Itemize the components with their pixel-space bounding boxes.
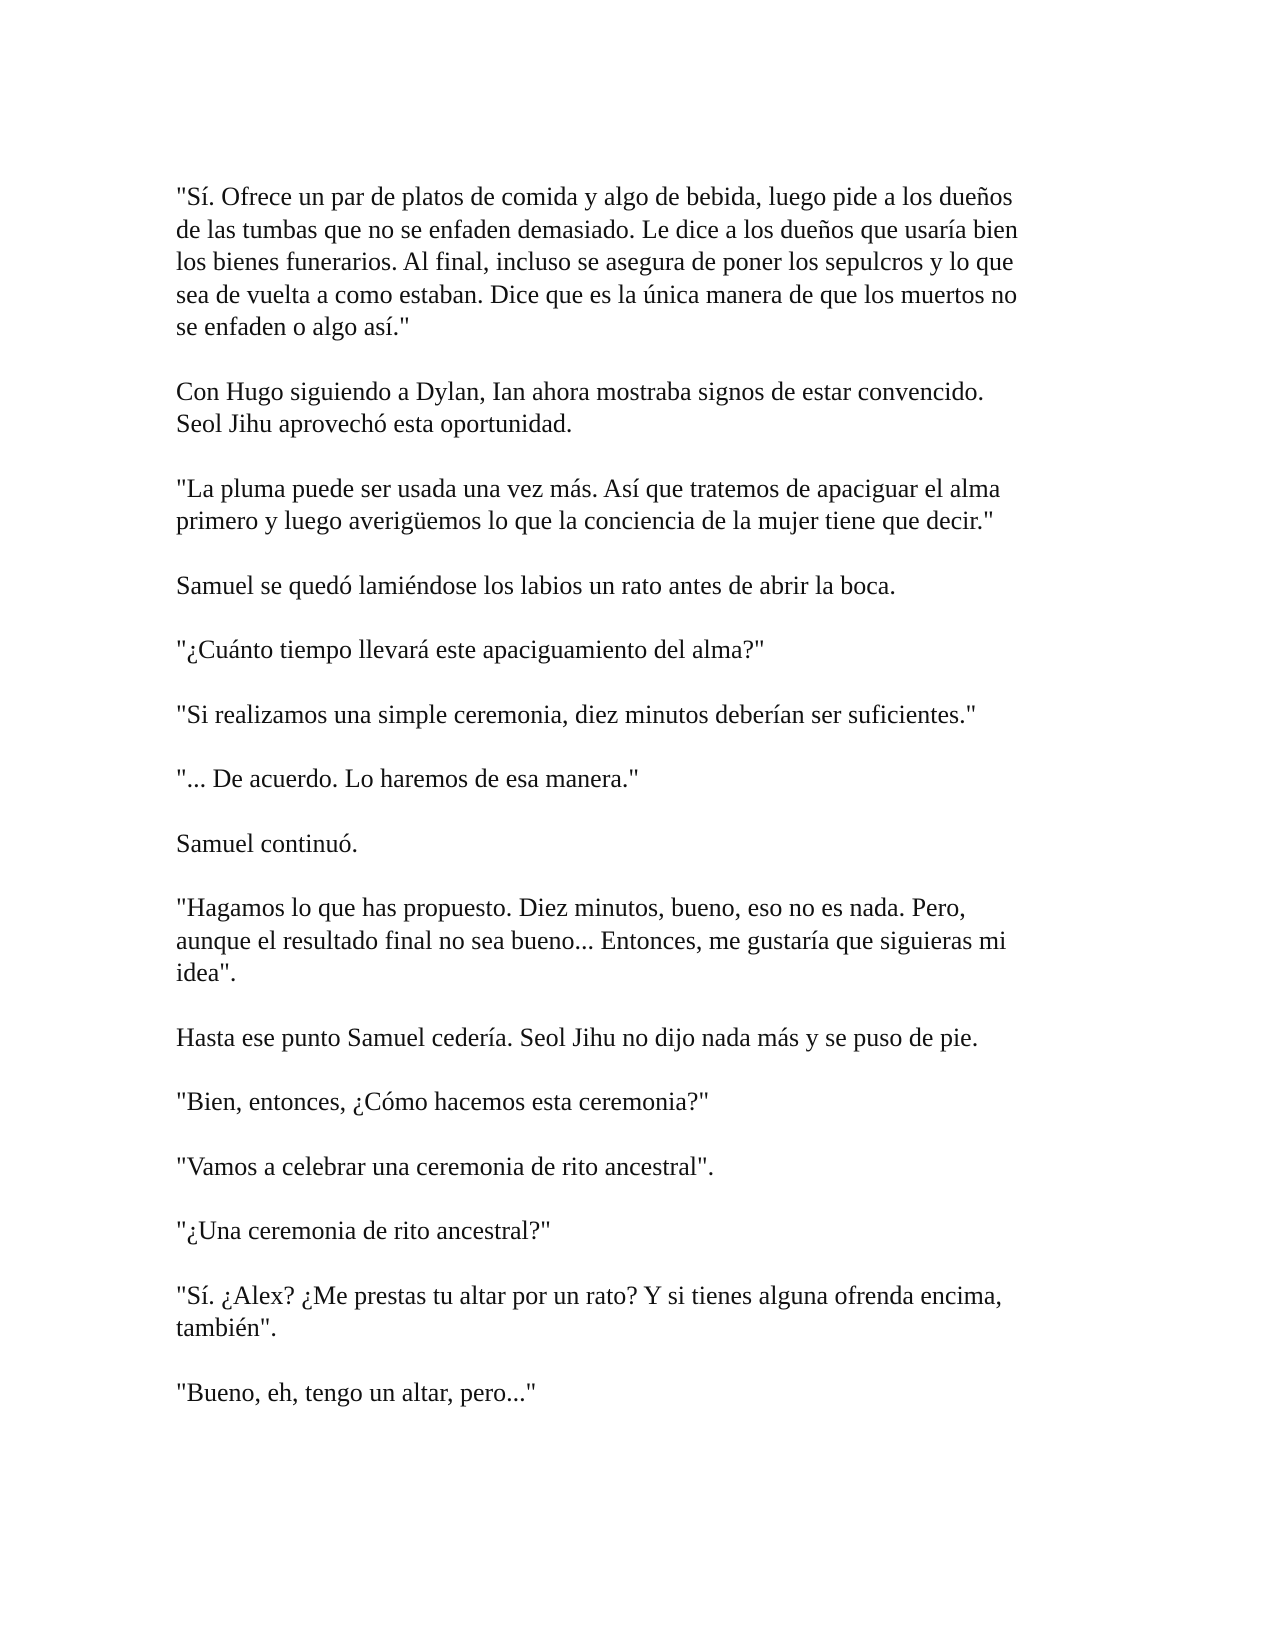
paragraph: "Sí. ¿Alex? ¿Me prestas tu altar por un rato? Y si tienes alguna ofrenda encima, también". <box>176 1280 1002 1342</box>
paragraph: "Bueno, eh, tengo un altar, pero..." <box>176 1377 537 1407</box>
paragraph: "¿Cuánto tiempo llevará este apaciguamiento del alma?" <box>176 635 765 664</box>
paragraph: "Sí. Ofrece un par de platos de comida y algo de bebida, luego pide a los dueños de las tumbas que no se enfaden demasiado. Le dice a los dueños que usaría bien los bienes funerarios. Al final, incluso se asegura de poner los sepulcros y lo que sea de vuelta a como estaban. Dice que es la única manera de que los muertos no se enfaden o algo así." <box>176 182 1018 341</box>
paragraph: "¿Una ceremonia de rito ancestral?" <box>176 1216 551 1245</box>
paragraph: "Vamos a celebrar una ceremonia de rito ancestral". <box>176 1151 715 1181</box>
paragraph: Samuel continuó. <box>176 828 358 858</box>
paragraph: "... De acuerdo. Lo haremos de esa manera." <box>176 764 640 793</box>
paragraph: "Si realizamos una simple ceremonia, diez minutos deberían ser suficientes." <box>176 699 977 729</box>
paragraph: "Hagamos lo que has propuesto. Diez minutos, bueno, eso no es nada. Pero, aunque el resultado final no sea bueno... Entonces, me gustaría que siguieras mi idea". <box>176 893 1007 987</box>
paragraph: Samuel se quedó lamiéndose los labios un rato antes de abrir la boca. <box>176 570 896 600</box>
document-body <box>176 181 1096 1441</box>
paragraph: "La pluma puede ser usada una vez más. Así que tratemos de apaciguar el alma primero y luego averigüemos lo que la conciencia de la mujer tiene que decir." <box>176 473 1001 535</box>
paragraph: Con Hugo siguiendo a Dylan, Ian ahora mostraba signos de estar convencido. Seol Jihu aprovechó esta oportunidad. <box>176 376 984 438</box>
paragraph: "Bien, entonces, ¿Cómo hacemos esta ceremonia?" <box>176 1087 710 1116</box>
paragraph: Hasta ese punto Samuel cedería. Seol Jihu no dijo nada más y se puso de pie. <box>176 1022 979 1052</box>
